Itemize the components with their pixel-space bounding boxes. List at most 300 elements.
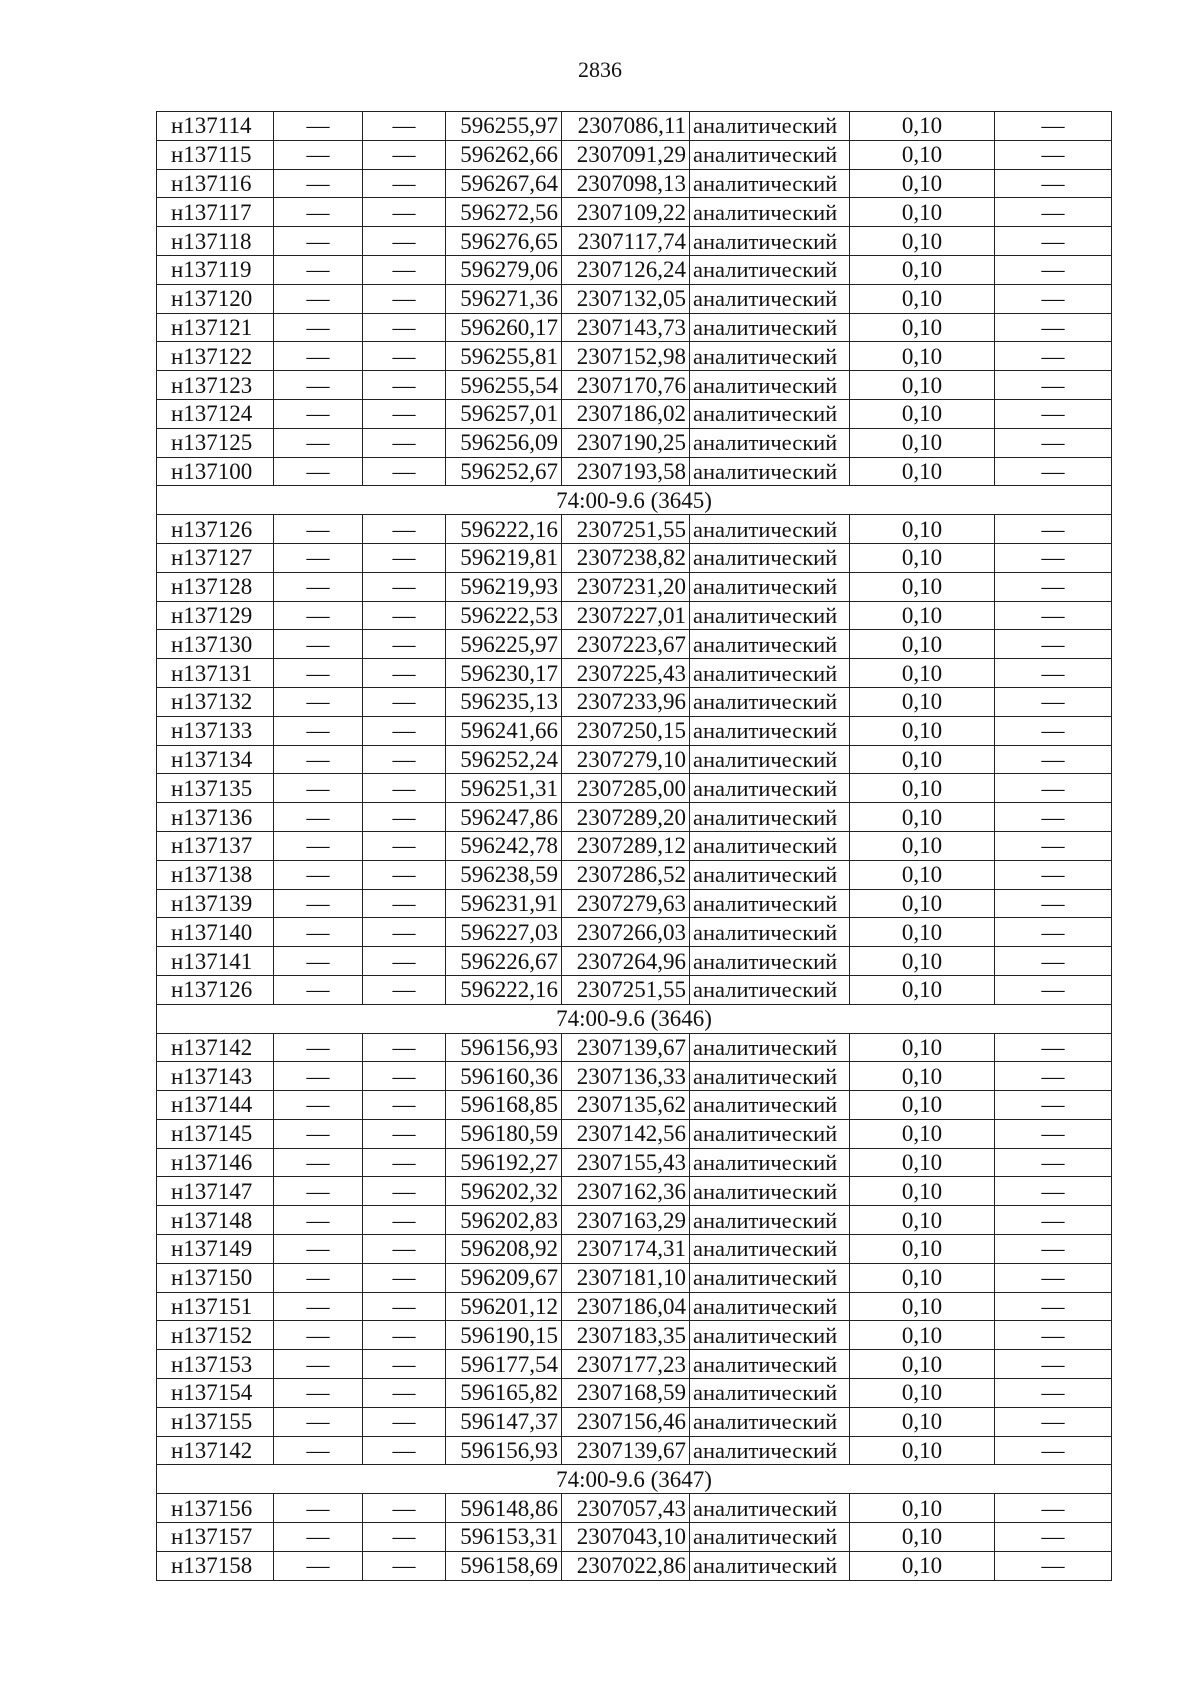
note-cell: —	[995, 975, 1112, 1004]
table-row	[157, 1177, 1112, 1206]
method-cell: аналитический	[690, 745, 850, 774]
old-y-cell: —	[363, 169, 446, 198]
method-cell: аналитический	[690, 975, 850, 1004]
x-coordinate-cell: 596156,93	[446, 1436, 562, 1465]
method-cell: аналитический	[690, 1091, 850, 1120]
note-cell: —	[995, 140, 1112, 169]
accuracy-cell: 0,10	[850, 457, 995, 486]
accuracy-cell: 0,10	[850, 198, 995, 227]
method-cell: аналитический	[690, 1033, 850, 1062]
old-y-cell: —	[363, 1119, 446, 1148]
y-coordinate-cell: 2307139,67	[562, 1033, 690, 1062]
y-coordinate-cell: 2307152,98	[562, 342, 690, 371]
table-row	[157, 601, 1112, 630]
y-coordinate-cell: 2307289,20	[562, 803, 690, 832]
method-cell: аналитический	[690, 1551, 850, 1580]
old-x-cell: —	[274, 1494, 363, 1523]
note-cell: —	[995, 1062, 1112, 1091]
accuracy-cell: 0,10	[850, 745, 995, 774]
note-cell: —	[995, 428, 1112, 457]
point-name-cell: н137153	[157, 1350, 274, 1379]
old-x-cell: —	[274, 428, 363, 457]
method-cell: аналитический	[690, 1206, 850, 1235]
table-row	[157, 1494, 1112, 1523]
y-coordinate-cell: 2307289,12	[562, 831, 690, 860]
old-x-cell: —	[274, 918, 363, 947]
x-coordinate-cell: 596231,91	[446, 889, 562, 918]
x-coordinate-cell: 596267,64	[446, 169, 562, 198]
note-cell: —	[995, 918, 1112, 947]
point-name-cell: н137120	[157, 284, 274, 313]
old-x-cell: —	[274, 227, 363, 256]
old-y-cell: —	[363, 918, 446, 947]
method-cell: аналитический	[690, 399, 850, 428]
point-name-cell: н137100	[157, 457, 274, 486]
y-coordinate-cell: 2307132,05	[562, 284, 690, 313]
accuracy-cell: 0,10	[850, 342, 995, 371]
point-name-cell: н137121	[157, 313, 274, 342]
table-row	[157, 1148, 1112, 1177]
old-y-cell: —	[363, 1436, 446, 1465]
method-cell: аналитический	[690, 803, 850, 832]
y-coordinate-cell: 2307155,43	[562, 1148, 690, 1177]
table-row	[157, 630, 1112, 659]
table-row	[157, 889, 1112, 918]
point-name-cell: н137155	[157, 1407, 274, 1436]
accuracy-cell: 0,10	[850, 889, 995, 918]
x-coordinate-cell: 596168,85	[446, 1091, 562, 1120]
method-cell: аналитический	[690, 1523, 850, 1552]
point-name-cell: н137126	[157, 975, 274, 1004]
x-coordinate-cell: 596202,32	[446, 1177, 562, 1206]
note-cell: —	[995, 1321, 1112, 1350]
old-y-cell: —	[363, 1235, 446, 1264]
note-cell: —	[995, 342, 1112, 371]
note-cell: —	[995, 1148, 1112, 1177]
accuracy-cell: 0,10	[850, 313, 995, 342]
method-cell: аналитический	[690, 255, 850, 284]
note-cell: —	[995, 1091, 1112, 1120]
method-cell: аналитический	[690, 198, 850, 227]
y-coordinate-cell: 2307126,24	[562, 255, 690, 284]
x-coordinate-cell: 596227,03	[446, 918, 562, 947]
point-name-cell: н137117	[157, 198, 274, 227]
method-cell: аналитический	[690, 947, 850, 976]
point-name-cell: н137136	[157, 803, 274, 832]
point-name-cell: н137158	[157, 1551, 274, 1580]
y-coordinate-cell: 2307231,20	[562, 572, 690, 601]
x-coordinate-cell: 596260,17	[446, 313, 562, 342]
accuracy-cell: 0,10	[850, 1494, 995, 1523]
point-name-cell: н137131	[157, 659, 274, 688]
x-coordinate-cell: 596255,97	[446, 112, 562, 141]
x-coordinate-cell: 596251,31	[446, 774, 562, 803]
old-y-cell: —	[363, 687, 446, 716]
x-coordinate-cell: 596242,78	[446, 831, 562, 860]
old-x-cell: —	[274, 1062, 363, 1091]
note-cell: —	[995, 1379, 1112, 1408]
old-x-cell: —	[274, 1091, 363, 1120]
note-cell: —	[995, 399, 1112, 428]
table-row	[157, 1235, 1112, 1264]
accuracy-cell: 0,10	[850, 659, 995, 688]
y-coordinate-cell: 2307136,33	[562, 1062, 690, 1091]
method-cell: аналитический	[690, 1350, 850, 1379]
table-row	[157, 371, 1112, 400]
y-coordinate-cell: 2307223,67	[562, 630, 690, 659]
point-name-cell: н137148	[157, 1206, 274, 1235]
y-coordinate-cell: 2307098,13	[562, 169, 690, 198]
old-x-cell: —	[274, 371, 363, 400]
note-cell: —	[995, 1350, 1112, 1379]
point-name-cell: н137149	[157, 1235, 274, 1264]
old-x-cell: —	[274, 255, 363, 284]
point-name-cell: н137139	[157, 889, 274, 918]
point-name-cell: н137147	[157, 1177, 274, 1206]
note-cell: —	[995, 1235, 1112, 1264]
table-row	[157, 1523, 1112, 1552]
old-x-cell: —	[274, 572, 363, 601]
old-x-cell: —	[274, 860, 363, 889]
x-coordinate-cell: 596148,86	[446, 1494, 562, 1523]
old-y-cell: —	[363, 630, 446, 659]
table-row	[157, 313, 1112, 342]
point-name-cell: н137150	[157, 1263, 274, 1292]
method-cell: аналитический	[690, 774, 850, 803]
y-coordinate-cell: 2307139,67	[562, 1436, 690, 1465]
method-cell: аналитический	[690, 112, 850, 141]
note-cell: —	[995, 198, 1112, 227]
section-header-row	[157, 486, 1112, 515]
note-cell: —	[995, 1494, 1112, 1523]
point-name-cell: н137152	[157, 1321, 274, 1350]
note-cell: —	[995, 745, 1112, 774]
old-y-cell: —	[363, 1321, 446, 1350]
old-x-cell: —	[274, 774, 363, 803]
y-coordinate-cell: 2307251,55	[562, 515, 690, 544]
x-coordinate-cell: 596262,66	[446, 140, 562, 169]
old-y-cell: —	[363, 774, 446, 803]
y-coordinate-cell: 2307186,02	[562, 399, 690, 428]
point-name-cell: н137115	[157, 140, 274, 169]
accuracy-cell: 0,10	[850, 112, 995, 141]
old-x-cell: —	[274, 1148, 363, 1177]
y-coordinate-cell: 2307285,00	[562, 774, 690, 803]
table-row	[157, 227, 1112, 256]
note-cell: —	[995, 255, 1112, 284]
accuracy-cell: 0,10	[850, 1091, 995, 1120]
note-cell: —	[995, 831, 1112, 860]
point-name-cell: н137144	[157, 1091, 274, 1120]
table-row	[157, 1119, 1112, 1148]
old-y-cell: —	[363, 745, 446, 774]
accuracy-cell: 0,10	[850, 1321, 995, 1350]
old-y-cell: —	[363, 140, 446, 169]
old-y-cell: —	[363, 1523, 446, 1552]
point-name-cell: н137125	[157, 428, 274, 457]
note-cell: —	[995, 1523, 1112, 1552]
x-coordinate-cell: 596153,31	[446, 1523, 562, 1552]
method-cell: аналитический	[690, 1436, 850, 1465]
y-coordinate-cell: 2307086,11	[562, 112, 690, 141]
point-name-cell: н137142	[157, 1033, 274, 1062]
table-row	[157, 1206, 1112, 1235]
old-x-cell: —	[274, 1263, 363, 1292]
x-coordinate-cell: 596225,97	[446, 630, 562, 659]
old-x-cell: —	[274, 1407, 363, 1436]
old-y-cell: —	[363, 1494, 446, 1523]
accuracy-cell: 0,10	[850, 1350, 995, 1379]
note-cell: —	[995, 284, 1112, 313]
y-coordinate-cell: 2307043,10	[562, 1523, 690, 1552]
accuracy-cell: 0,10	[850, 1436, 995, 1465]
method-cell: аналитический	[690, 1263, 850, 1292]
old-x-cell: —	[274, 399, 363, 428]
method-cell: аналитический	[690, 1177, 850, 1206]
note-cell: —	[995, 630, 1112, 659]
point-name-cell: н137157	[157, 1523, 274, 1552]
note-cell: —	[995, 572, 1112, 601]
x-coordinate-cell: 596230,17	[446, 659, 562, 688]
accuracy-cell: 0,10	[850, 630, 995, 659]
accuracy-cell: 0,10	[850, 1177, 995, 1206]
y-coordinate-cell: 2307109,22	[562, 198, 690, 227]
note-cell: —	[995, 227, 1112, 256]
x-coordinate-cell: 596241,66	[446, 716, 562, 745]
method-cell: аналитический	[690, 140, 850, 169]
old-y-cell: —	[363, 198, 446, 227]
old-y-cell: —	[363, 1263, 446, 1292]
old-x-cell: —	[274, 313, 363, 342]
table-row	[157, 1407, 1112, 1436]
method-cell: аналитический	[690, 169, 850, 198]
table-row	[157, 515, 1112, 544]
table-row	[157, 745, 1112, 774]
y-coordinate-cell: 2307286,52	[562, 860, 690, 889]
accuracy-cell: 0,10	[850, 284, 995, 313]
y-coordinate-cell: 2307022,86	[562, 1551, 690, 1580]
note-cell: —	[995, 687, 1112, 716]
method-cell: аналитический	[690, 716, 850, 745]
page-number: 2836	[578, 57, 622, 82]
note-cell: —	[995, 1119, 1112, 1148]
old-y-cell: —	[363, 1292, 446, 1321]
method-cell: аналитический	[690, 889, 850, 918]
table-row	[157, 716, 1112, 745]
old-y-cell: —	[363, 428, 446, 457]
table-row	[157, 572, 1112, 601]
point-name-cell: н137141	[157, 947, 274, 976]
method-cell: аналитический	[690, 313, 850, 342]
method-cell: аналитический	[690, 1148, 850, 1177]
old-y-cell: —	[363, 889, 446, 918]
table-row	[157, 975, 1112, 1004]
x-coordinate-cell: 596219,81	[446, 543, 562, 572]
x-coordinate-cell: 596279,06	[446, 255, 562, 284]
x-coordinate-cell: 596158,69	[446, 1551, 562, 1580]
old-x-cell: —	[274, 1033, 363, 1062]
old-y-cell: —	[363, 601, 446, 630]
note-cell: —	[995, 543, 1112, 572]
old-y-cell: —	[363, 1033, 446, 1062]
x-coordinate-cell: 596255,54	[446, 371, 562, 400]
point-name-cell: н137123	[157, 371, 274, 400]
table-row	[157, 543, 1112, 572]
accuracy-cell: 0,10	[850, 399, 995, 428]
point-name-cell: н137127	[157, 543, 274, 572]
table-row	[157, 687, 1112, 716]
note-cell: —	[995, 1407, 1112, 1436]
old-x-cell: —	[274, 169, 363, 198]
accuracy-cell: 0,10	[850, 975, 995, 1004]
table-row	[157, 342, 1112, 371]
y-coordinate-cell: 2307279,63	[562, 889, 690, 918]
y-coordinate-cell: 2307266,03	[562, 918, 690, 947]
y-coordinate-cell: 2307117,74	[562, 227, 690, 256]
table-row	[157, 803, 1112, 832]
old-y-cell: —	[363, 313, 446, 342]
y-coordinate-cell: 2307225,43	[562, 659, 690, 688]
old-x-cell: —	[274, 1177, 363, 1206]
table-row	[157, 1033, 1112, 1062]
old-y-cell: —	[363, 399, 446, 428]
method-cell: аналитический	[690, 371, 850, 400]
x-coordinate-cell: 596256,09	[446, 428, 562, 457]
accuracy-cell: 0,10	[850, 1263, 995, 1292]
note-cell: —	[995, 1292, 1112, 1321]
method-cell: аналитический	[690, 659, 850, 688]
old-x-cell: —	[274, 1350, 363, 1379]
point-name-cell: н137133	[157, 716, 274, 745]
old-x-cell: —	[274, 1235, 363, 1264]
old-x-cell: —	[274, 630, 363, 659]
point-name-cell: н137132	[157, 687, 274, 716]
old-x-cell: —	[274, 831, 363, 860]
old-y-cell: —	[363, 860, 446, 889]
y-coordinate-cell: 2307233,96	[562, 687, 690, 716]
accuracy-cell: 0,10	[850, 918, 995, 947]
old-x-cell: —	[274, 1206, 363, 1235]
x-coordinate-cell: 596255,81	[446, 342, 562, 371]
x-coordinate-cell: 596177,54	[446, 1350, 562, 1379]
accuracy-cell: 0,10	[850, 227, 995, 256]
old-y-cell: —	[363, 1551, 446, 1580]
method-cell: аналитический	[690, 543, 850, 572]
method-cell: аналитический	[690, 1379, 850, 1408]
method-cell: аналитический	[690, 1062, 850, 1091]
note-cell: —	[995, 457, 1112, 486]
x-coordinate-cell: 596180,59	[446, 1119, 562, 1148]
old-x-cell: —	[274, 1119, 363, 1148]
coordinates-table	[156, 111, 1112, 1581]
old-y-cell: —	[363, 947, 446, 976]
old-x-cell: —	[274, 342, 363, 371]
accuracy-cell: 0,10	[850, 1062, 995, 1091]
section-title: 74:00-9.6 (3646)	[157, 1004, 1112, 1033]
table-row	[157, 659, 1112, 688]
old-y-cell: —	[363, 371, 446, 400]
accuracy-cell: 0,10	[850, 255, 995, 284]
old-y-cell: —	[363, 1379, 446, 1408]
method-cell: аналитический	[690, 1321, 850, 1350]
old-x-cell: —	[274, 889, 363, 918]
x-coordinate-cell: 596165,82	[446, 1379, 562, 1408]
table-row	[157, 918, 1112, 947]
accuracy-cell: 0,10	[850, 831, 995, 860]
note-cell: —	[995, 1263, 1112, 1292]
point-name-cell: н137145	[157, 1119, 274, 1148]
method-cell: аналитический	[690, 1292, 850, 1321]
method-cell: аналитический	[690, 515, 850, 544]
accuracy-cell: 0,10	[850, 515, 995, 544]
old-x-cell: —	[274, 1379, 363, 1408]
method-cell: аналитический	[690, 572, 850, 601]
note-cell: —	[995, 371, 1112, 400]
old-y-cell: —	[363, 1177, 446, 1206]
note-cell: —	[995, 112, 1112, 141]
note-cell: —	[995, 1033, 1112, 1062]
point-name-cell: н137126	[157, 515, 274, 544]
old-y-cell: —	[363, 342, 446, 371]
x-coordinate-cell: 596192,27	[446, 1148, 562, 1177]
x-coordinate-cell: 596235,13	[446, 687, 562, 716]
table-row	[157, 198, 1112, 227]
x-coordinate-cell: 596147,37	[446, 1407, 562, 1436]
accuracy-cell: 0,10	[850, 947, 995, 976]
method-cell: аналитический	[690, 831, 850, 860]
y-coordinate-cell: 2307170,76	[562, 371, 690, 400]
old-y-cell: —	[363, 255, 446, 284]
x-coordinate-cell: 596160,36	[446, 1062, 562, 1091]
point-name-cell: н137129	[157, 601, 274, 630]
old-y-cell: —	[363, 1206, 446, 1235]
accuracy-cell: 0,10	[850, 371, 995, 400]
old-x-cell: —	[274, 198, 363, 227]
old-x-cell: —	[274, 601, 363, 630]
old-x-cell: —	[274, 745, 363, 774]
table-row	[157, 169, 1112, 198]
accuracy-cell: 0,10	[850, 1379, 995, 1408]
table-row	[157, 457, 1112, 486]
table-body	[157, 112, 1112, 1581]
y-coordinate-cell: 2307190,25	[562, 428, 690, 457]
accuracy-cell: 0,10	[850, 774, 995, 803]
y-coordinate-cell: 2307162,36	[562, 1177, 690, 1206]
accuracy-cell: 0,10	[850, 169, 995, 198]
point-name-cell: н137122	[157, 342, 274, 371]
y-coordinate-cell: 2307156,46	[562, 1407, 690, 1436]
point-name-cell: н137135	[157, 774, 274, 803]
accuracy-cell: 0,10	[850, 1033, 995, 1062]
x-coordinate-cell: 596276,65	[446, 227, 562, 256]
x-coordinate-cell: 596222,16	[446, 975, 562, 1004]
old-y-cell: —	[363, 975, 446, 1004]
note-cell: —	[995, 1551, 1112, 1580]
point-name-cell: н137134	[157, 745, 274, 774]
table-row	[157, 428, 1112, 457]
table-row	[157, 831, 1112, 860]
y-coordinate-cell: 2307279,10	[562, 745, 690, 774]
note-cell: —	[995, 1436, 1112, 1465]
note-cell: —	[995, 716, 1112, 745]
old-x-cell: —	[274, 1523, 363, 1552]
method-cell: аналитический	[690, 457, 850, 486]
old-x-cell: —	[274, 1292, 363, 1321]
old-x-cell: —	[274, 659, 363, 688]
old-y-cell: —	[363, 1091, 446, 1120]
table-row	[157, 1436, 1112, 1465]
table-row	[157, 399, 1112, 428]
